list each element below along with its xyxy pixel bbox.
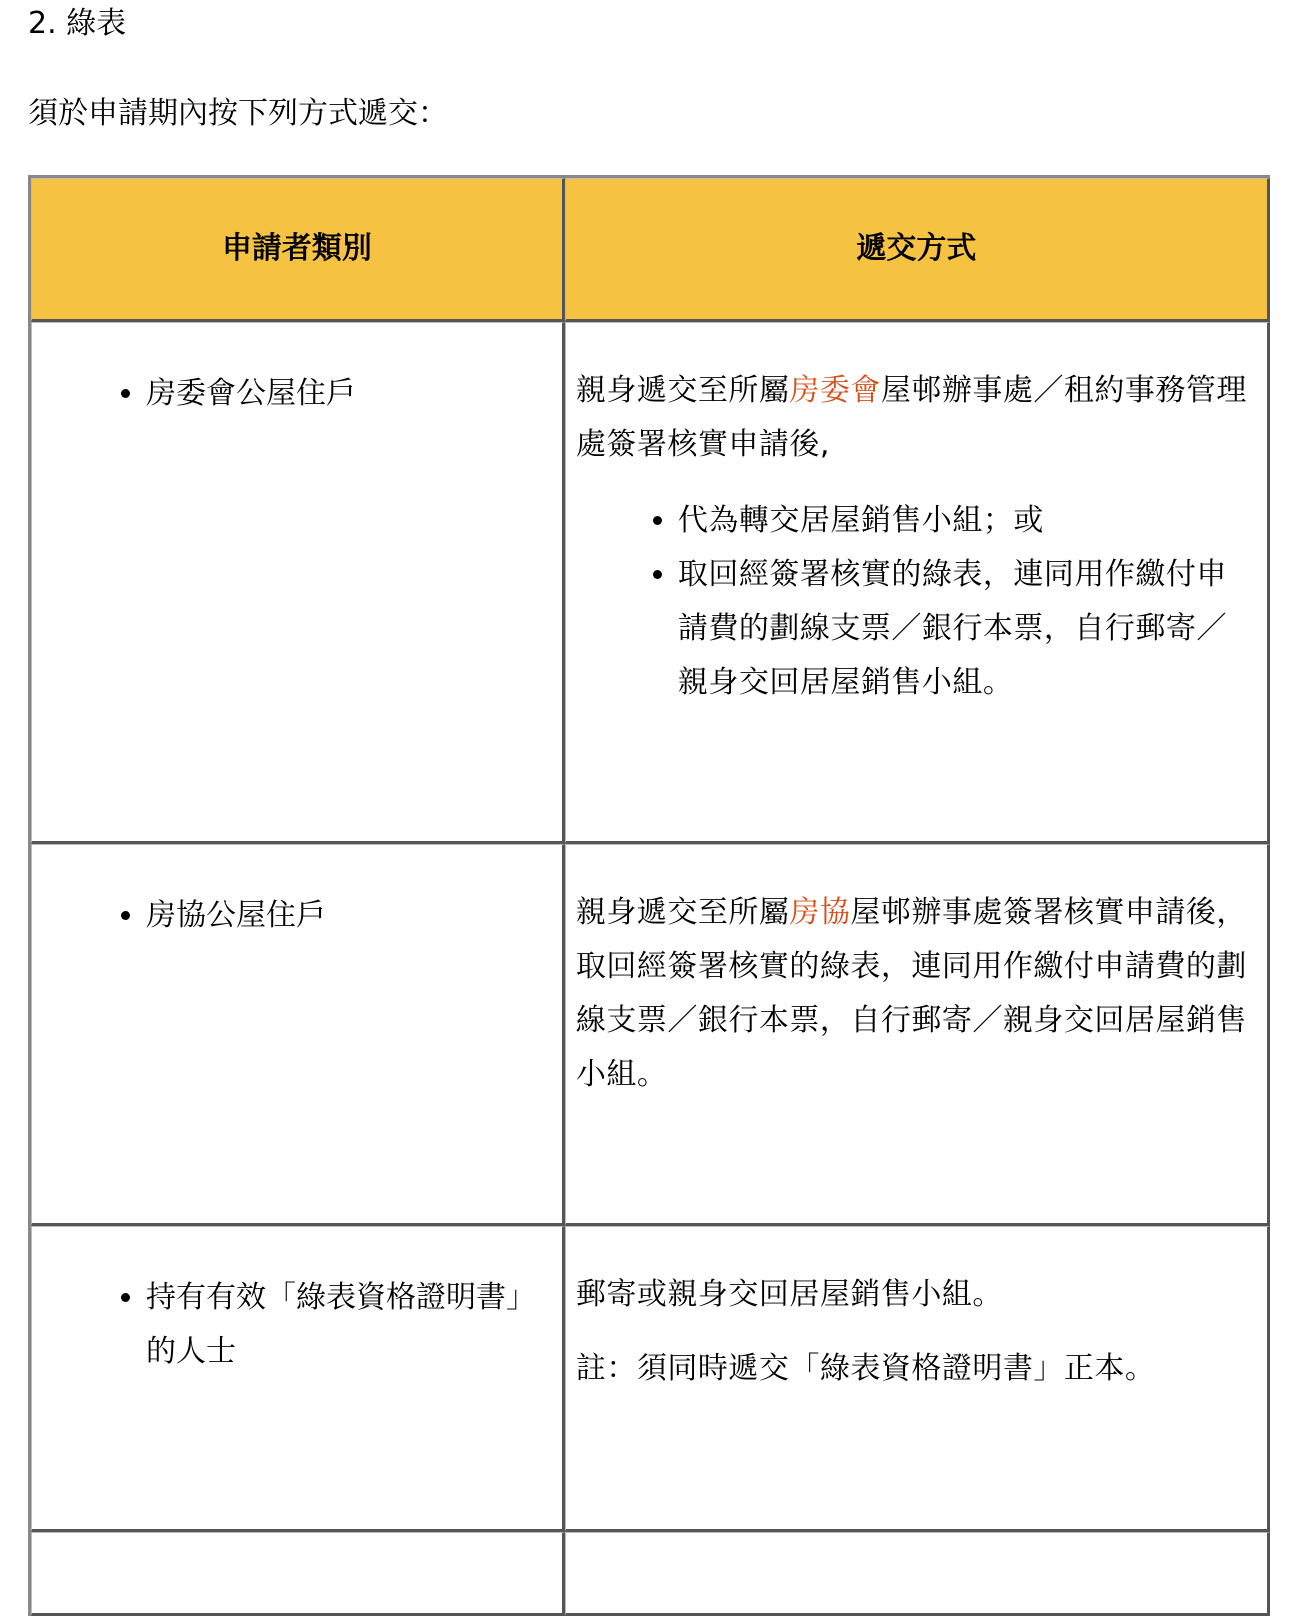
method-note: 註：須同時遞交「綠表資格證明書」正本。 (575, 1351, 1156, 1386)
list-item: • 代為轉交居屋銷售小組；或 (678, 494, 1247, 548)
method-text (576, 886, 1247, 1102)
method-text-after: 屋邨辦事處／租約事務管理處簽署核實申請後, (575, 373, 1247, 462)
table-row (31, 844, 1270, 1226)
table-row (31, 322, 1270, 844)
table-row (31, 1226, 1270, 1532)
method-highlight: 房委會 (789, 373, 881, 408)
table-header-row (31, 178, 1270, 322)
category-cell-empty (31, 1532, 565, 1616)
header-submission-method: 遞交方式 (565, 178, 1270, 322)
method-cell-empty (565, 1532, 1270, 1616)
method-text-after: 屋邨辦事處簽署核實申請後，取回經簽署核實的綠表，連同用作繳付申請費的劃線支票／銀行本票，自行郵寄／親身交回居屋銷售小組。 (575, 895, 1247, 1092)
method-text (576, 364, 1247, 472)
method-text-before: 親身遞交至所屬 (575, 895, 790, 930)
list-item: • 取回經簽署核實的綠表，連同用作繳付申請費的劃線支票／銀行本票，自行郵寄／親身交回居屋銷售小組。 (678, 548, 1247, 710)
category-cell (31, 1226, 565, 1532)
category-item: • 持有有效「綠表資格證明書」的人士 (146, 1271, 532, 1379)
method-cell (565, 844, 1270, 1226)
section-heading: 2. 綠表 (28, 6, 127, 41)
category-item: • 房委會公屋住戶 (146, 367, 532, 421)
method-text: 郵寄或親身交回居屋銷售小組。 (575, 1277, 1003, 1312)
method-text-before: 親身遞交至所屬 (575, 373, 790, 408)
category-list (32, 845, 562, 943)
category-cell (31, 322, 565, 844)
intro-text: 須於申請期內按下列方式遞交： (28, 96, 448, 131)
category-cell (31, 844, 565, 1226)
category-list (32, 1227, 562, 1379)
method-highlight: 房協 (789, 895, 851, 930)
table-row (31, 1532, 1270, 1616)
method-sub-list (576, 494, 1247, 710)
category-item: • 房協公屋住戶 (146, 889, 532, 943)
method-cell (565, 322, 1270, 844)
category-list (32, 323, 562, 421)
method-cell (565, 1226, 1270, 1532)
header-applicant-category: 申請者類別 (31, 178, 565, 322)
submission-methods-table (28, 175, 1270, 1616)
